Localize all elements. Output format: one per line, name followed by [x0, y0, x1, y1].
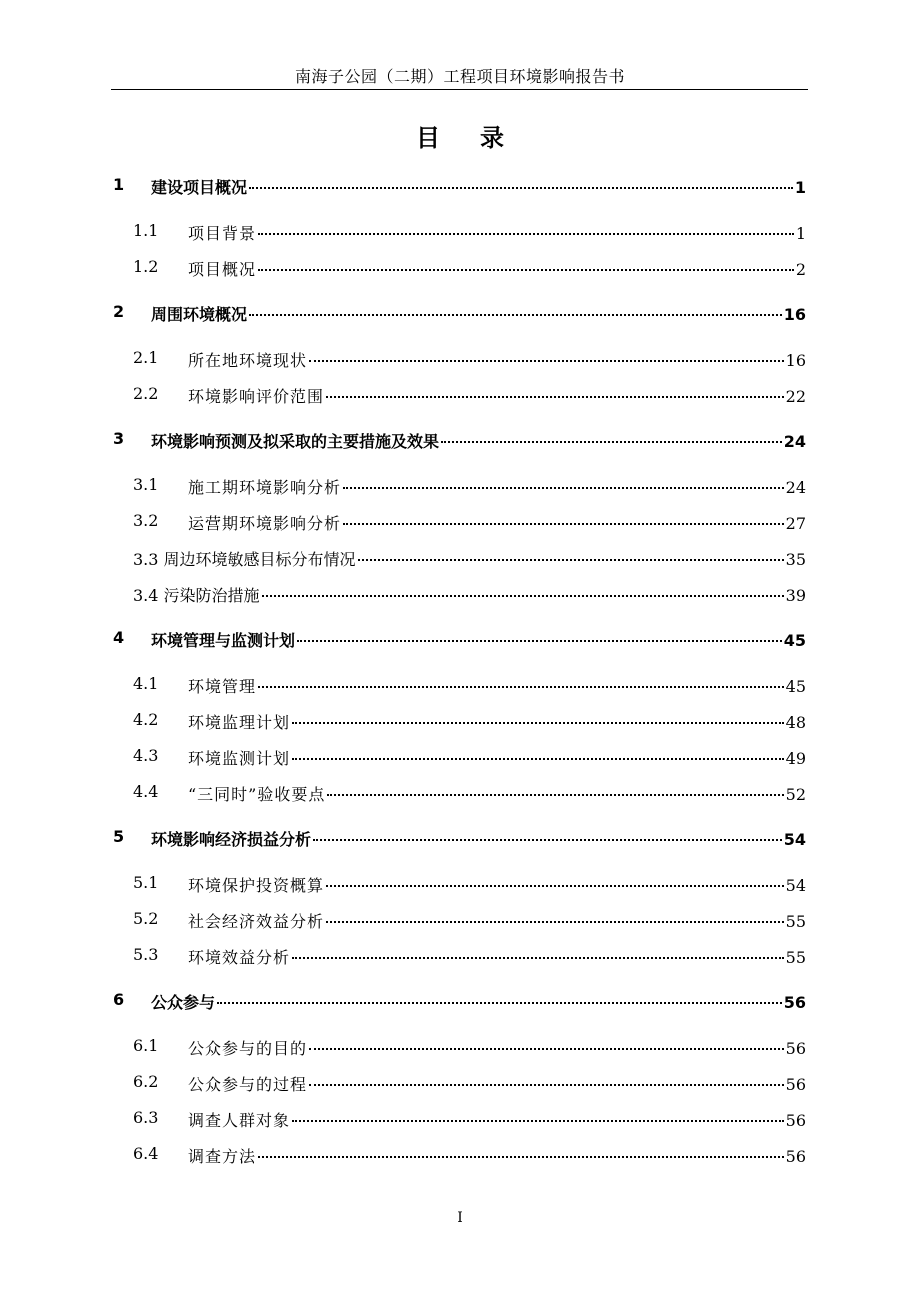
- toc-entry[interactable]: [0, 221, 920, 247]
- toc-entry-page: 52: [785, 785, 806, 804]
- toc-entry[interactable]: [0, 873, 920, 899]
- toc-dot-leader: [326, 396, 784, 398]
- toc-entry-title: 社会经济效益分析: [188, 912, 325, 931]
- toc-entry-title: 环境保护投资概算: [188, 876, 325, 895]
- page-number: I: [457, 1210, 463, 1226]
- toc-entry-number: 4.1: [133, 674, 159, 693]
- toc-entry[interactable]: [0, 475, 920, 501]
- toc-entry[interactable]: [0, 1144, 920, 1170]
- toc-entry[interactable]: [0, 746, 920, 772]
- toc-dot-leader: [343, 487, 784, 489]
- toc-entry-number: 2.1: [133, 348, 159, 367]
- toc-entry-number: 5: [113, 827, 125, 846]
- toc-entry[interactable]: [0, 1108, 920, 1134]
- toc-dot-leader: [313, 839, 782, 841]
- toc-entry-page: 54: [785, 876, 806, 895]
- toc-entry-title: 环境监理计划: [188, 713, 291, 732]
- toc-entry-number: 3.2: [133, 511, 159, 530]
- toc-dot-leader: [249, 314, 782, 316]
- toc-dot-leader: [343, 523, 784, 525]
- toc-dot-leader: [258, 1156, 784, 1158]
- toc-entry-page: 56: [785, 1075, 806, 1094]
- toc-dot-leader: [217, 1002, 782, 1004]
- toc-entry-page: 1: [795, 224, 806, 243]
- toc-entry-page: 24: [783, 432, 806, 451]
- toc-dot-leader: [326, 885, 784, 887]
- toc-entry-page: 39: [785, 586, 806, 605]
- toc-dot-leader: [258, 686, 784, 688]
- toc-entry[interactable]: [0, 583, 920, 609]
- toc-dot-leader: [262, 595, 784, 597]
- toc-dot-leader: [292, 1120, 784, 1122]
- toc-entry-title: “三同时”验收要点: [188, 785, 326, 804]
- toc-dot-leader: [292, 957, 784, 959]
- toc-entry-title: 项目概况: [188, 260, 257, 279]
- toc-entry-number: 1.1: [133, 221, 159, 240]
- toc-entry-page: 54: [783, 830, 806, 849]
- toc-entry-number: 2.2: [133, 384, 159, 403]
- toc-entry-title: 调查人群对象: [188, 1111, 291, 1130]
- toc-entry-page: 16: [783, 305, 806, 324]
- toc-entry-page: 45: [783, 631, 806, 650]
- toc-entry-number: 6.1: [133, 1036, 159, 1055]
- toc-entry-page: 48: [785, 713, 806, 732]
- toc-entry[interactable]: [0, 348, 920, 374]
- toc-entry-title: 环境效益分析: [188, 948, 291, 967]
- toc-entry-title: 项目背景: [188, 224, 257, 243]
- running-header: 南海子公园（二期）工程项目环境影响报告书: [294, 67, 625, 86]
- toc-entry[interactable]: [0, 990, 920, 1016]
- toc-entry-title: 环境管理与监测计划: [151, 631, 296, 650]
- toc-dot-leader: [258, 269, 794, 271]
- toc-entry[interactable]: [0, 511, 920, 537]
- toc-entry-title: 运营期环境影响分析: [188, 514, 342, 533]
- toc-entry[interactable]: [0, 302, 920, 328]
- toc-entry-page: 49: [785, 749, 806, 768]
- toc-entry[interactable]: [0, 547, 920, 573]
- header-rule: [111, 89, 808, 90]
- toc-entry-title: 环境影响经济损益分析: [151, 830, 312, 849]
- toc-entry-title: 环境管理: [188, 677, 257, 696]
- toc-entry[interactable]: [0, 782, 920, 808]
- toc-entry-number: 6.3: [133, 1108, 159, 1127]
- toc-entry-title: 公众参与的目的: [188, 1039, 308, 1058]
- toc-dot-leader: [292, 758, 784, 760]
- toc-entry-title: 所在地环境现状: [188, 351, 308, 370]
- toc-dot-leader: [326, 921, 784, 923]
- toc-entry[interactable]: [0, 257, 920, 283]
- toc-title-char-1: 目: [416, 124, 440, 152]
- toc-entry-number: 3: [113, 429, 125, 448]
- toc-dot-leader: [297, 640, 782, 642]
- toc-entry-page: 56: [785, 1039, 806, 1058]
- toc-entry[interactable]: [0, 429, 920, 455]
- toc-dot-leader: [358, 559, 784, 561]
- toc-entry-page: 56: [785, 1147, 806, 1166]
- toc-entry[interactable]: [0, 909, 920, 935]
- toc-entry-number: 6.2: [133, 1072, 159, 1091]
- toc-entry-number: 1.2: [133, 257, 159, 276]
- toc-entry[interactable]: [0, 710, 920, 736]
- toc-dot-leader: [309, 1084, 784, 1086]
- toc-entry[interactable]: [0, 1036, 920, 1062]
- toc-entry-number: 6.4: [133, 1144, 159, 1163]
- toc-entry-number: 5.1: [133, 873, 159, 892]
- toc-entry-title: 施工期环境影响分析: [188, 478, 342, 497]
- toc-entry-page: 24: [785, 478, 806, 497]
- toc-entry[interactable]: [0, 1072, 920, 1098]
- toc-entry-title: 周围环境概况: [151, 305, 248, 324]
- toc-title: [0, 118, 920, 153]
- toc-entry-title: 3.4 污染防治措施: [133, 586, 260, 605]
- toc-entry-title: 环境影响预测及拟采取的主要措施及效果: [151, 432, 440, 451]
- toc-entry-number: 3.1: [133, 475, 159, 494]
- toc-entry[interactable]: [0, 945, 920, 971]
- toc-title-char-2: 录: [480, 124, 504, 152]
- toc-entry-title: 环境影响评价范围: [188, 387, 325, 406]
- toc-entry-number: 4: [113, 628, 125, 647]
- toc-entry-number: 4.2: [133, 710, 159, 729]
- toc-entry-number: 4.3: [133, 746, 159, 765]
- toc-entry-number: 1: [113, 175, 125, 194]
- toc-entry-number: 5.2: [133, 909, 159, 928]
- toc-entry-title: 建设项目概况: [151, 178, 248, 197]
- toc-entry-page: 55: [785, 912, 806, 931]
- toc-entry-number: 4.4: [133, 782, 159, 801]
- toc-dot-leader: [292, 722, 784, 724]
- toc-dot-leader: [327, 794, 783, 796]
- toc-entry-page: 56: [783, 993, 806, 1012]
- toc-entry-page: 27: [785, 514, 806, 533]
- toc-entry-page: 1: [794, 178, 806, 197]
- toc-entry[interactable]: [0, 674, 920, 700]
- toc-dot-leader: [309, 360, 784, 362]
- toc-entry-page: 22: [785, 387, 806, 406]
- toc-entry-title: 公众参与的过程: [188, 1075, 308, 1094]
- toc-entry-title: 公众参与: [151, 993, 216, 1012]
- toc-dot-leader: [258, 233, 794, 235]
- toc-entry-page: 16: [785, 351, 806, 370]
- toc-entry-title: 3.3 周边环境敏感目标分布情况: [133, 550, 356, 569]
- toc-entry[interactable]: [0, 628, 920, 654]
- toc-entry-number: 6: [113, 990, 125, 1009]
- toc-entry-title: 调查方法: [188, 1147, 257, 1166]
- toc-entry[interactable]: [0, 384, 920, 410]
- toc-dot-leader: [249, 187, 793, 189]
- toc-entry-number: 2: [113, 302, 125, 321]
- toc-entry-page: 45: [785, 677, 806, 696]
- toc-entry-page: 56: [785, 1111, 806, 1130]
- toc-entry-number: 5.3: [133, 945, 159, 964]
- toc-entry-page: 2: [795, 260, 806, 279]
- toc-entry-title: 环境监测计划: [188, 749, 291, 768]
- toc-entry[interactable]: [0, 175, 920, 201]
- toc-entry-page: 55: [785, 948, 806, 967]
- toc-entry[interactable]: [0, 827, 920, 853]
- toc-dot-leader: [309, 1048, 784, 1050]
- toc-dot-leader: [441, 441, 782, 443]
- toc-entry-page: 35: [785, 550, 806, 569]
